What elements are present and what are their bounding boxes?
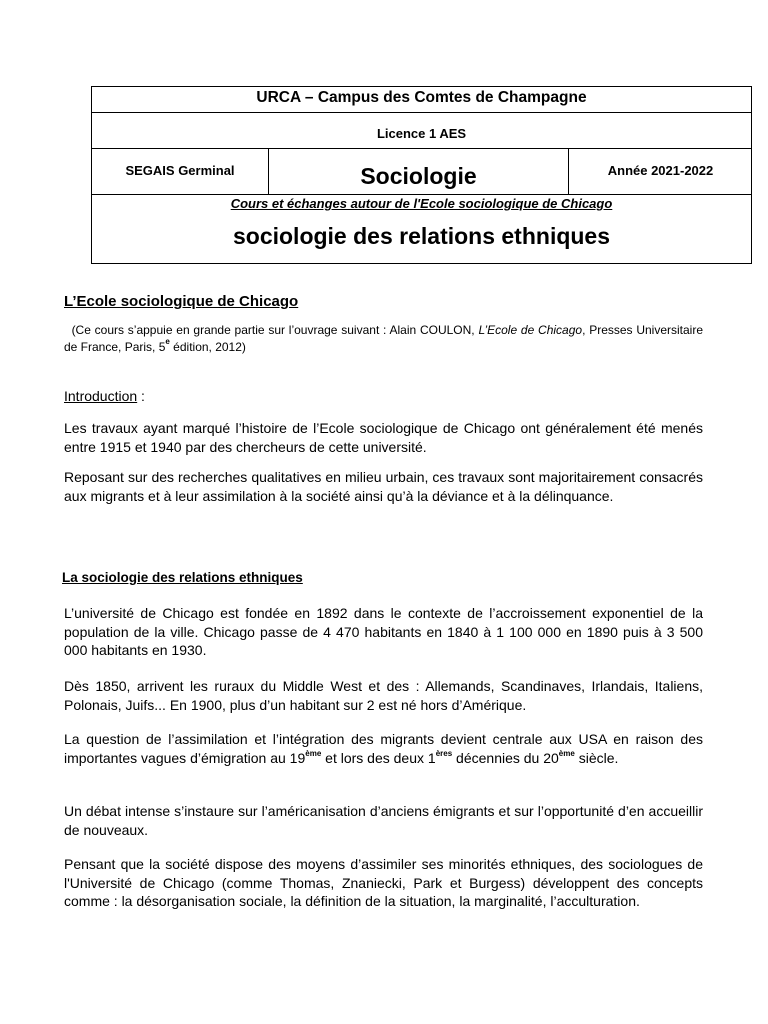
source-note: (Ce cours s’appuie en grande partie sur l’ouvrage suivant : Alain COULON, L’Ecole de Chicago, Presses Universitaire de France, Paris, 5e édition, 2012) [64,323,704,354]
section2-paragraph-5: Pensant que la société dispose des moyens d’assimiler ses minorités ethniques, des sociologues de l'Université de Chicago (comme Thomas, Znaniecki, Park et Burgess) développent des concepts comme : la désorganisation sociale, la définition de la situation, la marginalité, l’acculturation. [64,856,703,909]
section2-paragraph-2: Dès 1850, arrivent les ruraux du Middle West et des : Allemands, Scandinaves, Irlandais, Italiens, Polonais, Juifs... En 1900, plus d’un habitant sur 2 est né hors d’Amérique. [64,678,703,713]
section2-heading: La sociologie des relations ethniques [62,570,303,585]
program-row [92,113,751,149]
info-row [92,149,751,195]
section2-paragraph-4: Un débat intense s’instaure sur l’américanisation d’anciens émigrants et sur l’opportunité d’en accueillir de nouveaux. [64,803,703,838]
intro-paragraph-1: Les travaux ayant marqué l’histoire de l’Ecole sociologique de Chicago ont généralement été menés entre 1915 et 1940 par des chercheurs de cette université. [64,420,703,455]
intro-label: Introduction : [64,388,145,404]
section2-paragraph-3: La question de l’assimilation et l’intégration des migrants devient centrale aux USA en raison des importantes vagues d’émigration au 19ème et lors des deux 1ères décennies du 20ème siècle. [64,731,703,766]
course-subtitle: Cours et échanges autour de l'Ecole sociologique de Chicago [230,196,613,211]
subject: Sociologie [269,149,569,194]
course-row [92,195,751,263]
source-book-title: L’Ecole de Chicago [478,323,583,337]
institution: URCA – Campus des Comtes de Champagne [256,89,587,106]
intro-paragraph-2: Reposant sur des recherches qualitatives en milieu urbain, ces travaux sont majoritairement consacrés aux migrants et à leur assimilation à la société ainsi qu’à la déviance et à la délinquance. [64,469,703,504]
program: Licence 1 AES [376,126,467,141]
section2-paragraph-1: L’université de Chicago est fondée en 1892 dans le contexte de l’accroissement exponentiel de la population de la ville. Chicago passe de 4 470 habitants en 1840 à 1 100 000 en 1890 puis à 3 500 000 habitants en 1930. [64,605,703,658]
academic-year: Année 2021-2022 [607,163,714,178]
section1-heading: L’Ecole sociologique de Chicago [64,293,299,310]
teacher: SEGAIS Germinal [92,149,269,194]
header-table [91,86,752,264]
institution-row [92,87,751,113]
course-title: sociologie des relations ethniques [232,223,611,249]
